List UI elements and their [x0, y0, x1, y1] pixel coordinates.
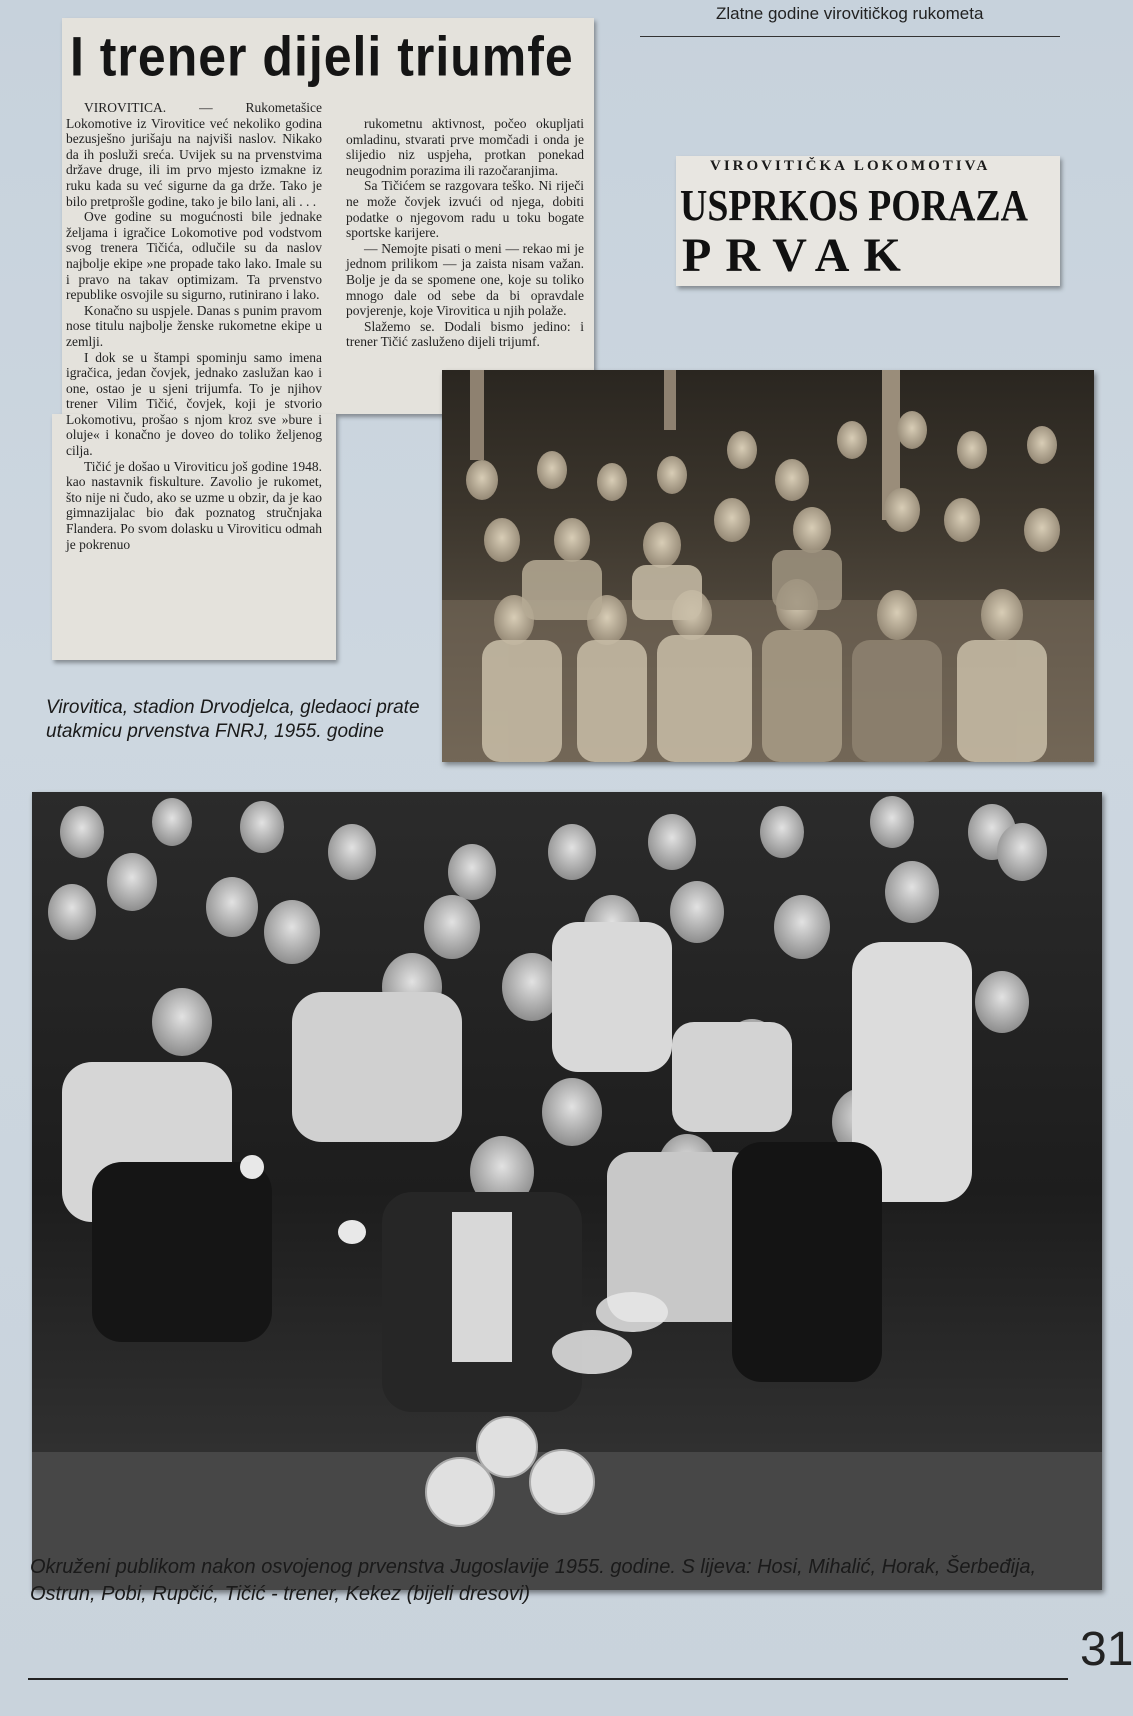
article-paragraph: VIROVITICA. — Rukometašice Lokomotive iz Virovitice već nekoliko godina bezusješno jurišaju na najviši naslov. Nikako da ih posluži sreća. Uvijek su na prvenstvima države druge, ili im prvo mjesto izmakne iz ruku kada su već sigurne da ga drže. Tako je bilo pretprošle godine, tako je bilo lani, ali . . .: [66, 100, 322, 209]
team-photo: [32, 792, 1102, 1590]
article-column-1: [66, 100, 322, 655]
crowd-photo: [442, 370, 1094, 762]
running-header: Zlatne godine virovitičkog rukometa: [716, 4, 984, 23]
article-paragraph: Slažemo se. Dodali bismo jedino: i trener Tičić zasluženo dijeli trijumf.: [346, 318, 584, 350]
article-headline: I trener dijeli triumfe: [70, 25, 574, 88]
header-rule: [640, 36, 1060, 37]
article-paragraph: Konačno su uspjele. Danas s punim pravom nose titulu najbolje ženske rukometne ekipe u zemlji.: [66, 302, 322, 349]
article-paragraph: — Nemojte pisati o meni — rekao mi je jednom prilikom — ja zaista nisam važan. Bolje je da se spomene one, koje su toliko mnogo dale od sebe da bi opravdale povjerenje, koje Virovitica u njih polaže.: [346, 240, 584, 319]
article-paragraph: Sa Tičićem se razgovara teško. Ni riječi ne može čovjek izvući od njega, dobiti podatke o njegovom radu u toku bogate sportske karijere.: [346, 178, 584, 241]
article-paragraph: I dok se u štampi spominju samo imena igračica, jedan čovjek, jednako zaslužan kao i one, ostao je u sjeni trijumfa. To je njihov trener Vilim Tičić, čovjek, koji je stvorio Lokomotivu, prošao s njom kroz sve »bure i oluje« i konačno je doveo do toliko željenog cilja.: [66, 349, 322, 459]
clipping-title-line-2: PRVAK: [682, 229, 915, 282]
crowd-photo-caption: Virovitica, stadion Drvodjelca, gledaoci prate utakmicu prvenstva FNRJ, 1955. godine: [46, 697, 420, 742]
page-number: 31: [1080, 1623, 1133, 1676]
article-paragraph: rukometnu aktivnost, počeo okupljati omladinu, stvarati prve momčadi i onda je slijedio niz uspjeha, protkan ponekad neugodnim porazima ili razočaranjima.: [346, 116, 584, 178]
clipping-kicker: VIROVITIČKA LOKOMOTIVA: [710, 158, 991, 174]
clipping-title-line-1: USPRKOS PORAZA: [680, 181, 1028, 230]
article-column-2: [346, 116, 584, 378]
article-paragraph: Ove godine su mogućnosti bile jednake željama i igračice Lokomotive pod vodstvom svog trenera Tičića, odlučile su da naslov najbolje ekipe »ne propade tako lako. Imale su i pravo na takav optimizam. Ta prvenstvo republike osvojile su sigurno, rutinirano i lako.: [66, 209, 322, 303]
article-paragraph: Tičić je došao u Viroviticu još godine 1948. kao nastavnik fiskulture. Zavolio je rukomet, što nije ni čudo, ako se uzme u obzir, da je kao gimnazijalac bio đak poznatog stručnjaka Flandera. Po svom dolasku u Viroviticu odmah je pokrenuo: [66, 458, 322, 552]
footer-rule: [28, 1678, 1068, 1680]
team-photo-caption: Okruženi publikom nakon osvojenog prvenstva Jugoslavije 1955. godine. S lijeva: Hosi, Mihalić, Horak, Šerbeđija, Ostrun, Pobi, Rupčić, Tičić - trener, Kekez (bijeli dresovi): [30, 1556, 1037, 1605]
